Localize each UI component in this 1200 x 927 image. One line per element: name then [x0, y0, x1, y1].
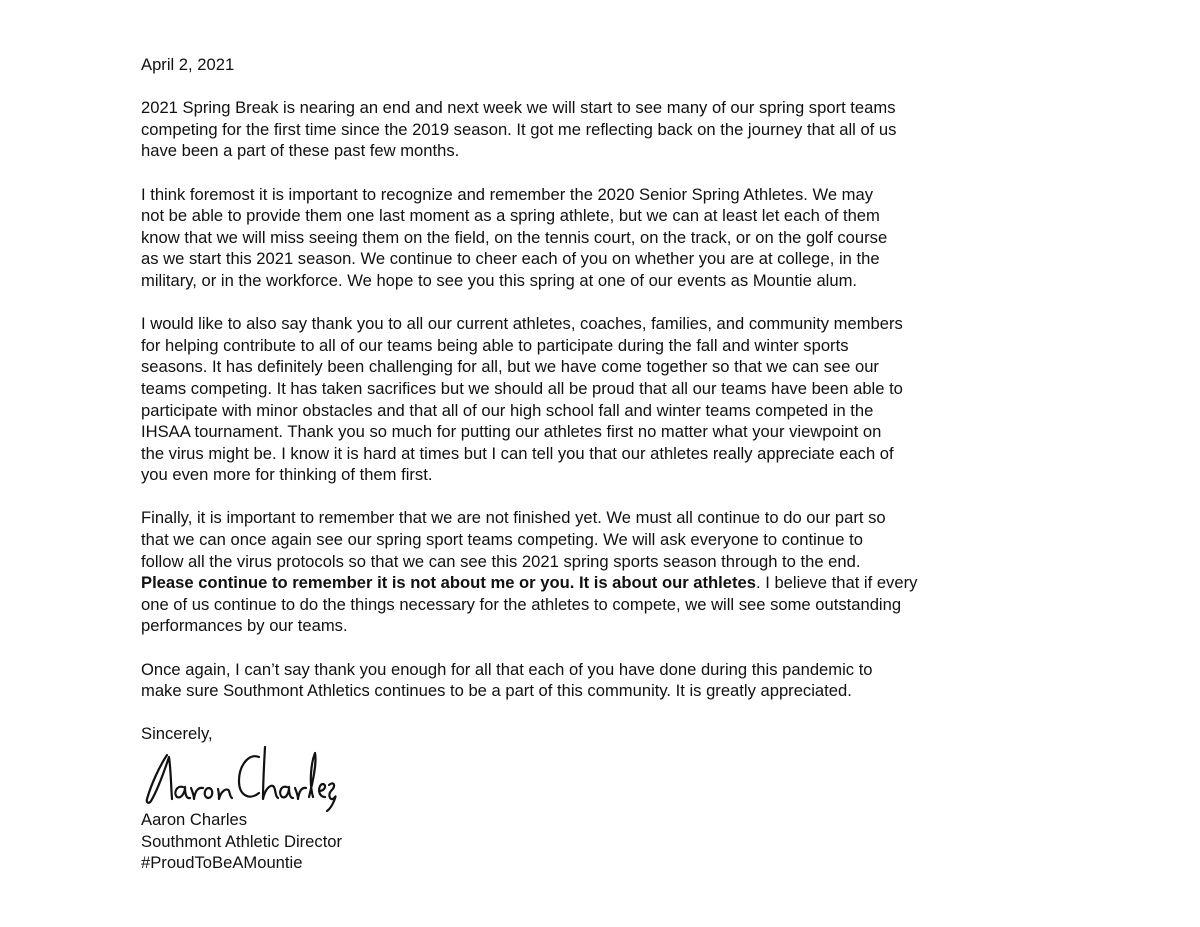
signature-image: [141, 741, 341, 813]
letter: [141, 54, 1041, 874]
paragraph-line: for helping contribute to all of our teams being able to participate during the fall and winter sports: [141, 335, 849, 355]
paragraph-line: performances by our teams.: [141, 616, 348, 636]
emphasis-text: Please continue to remember it is not about me or you. It is about our athletes: [141, 573, 756, 593]
paragraph-5: [141, 659, 1041, 702]
emphasis-tail-text: . I believe that if every: [756, 573, 918, 593]
paragraph-line: I would like to also say thank you to all our current athletes, coaches, families, and community members: [141, 314, 903, 334]
paragraph-line: as we start this 2021 season. We continue to cheer each of you on whether you are at college, in the: [141, 249, 880, 269]
paragraph-4: [141, 507, 1041, 637]
paragraph-line: know that we will miss seeing them on the field, on the tennis court, on the track, or on the golf course: [141, 227, 888, 247]
paragraph-line: the virus might be. I know it is hard at times but I can tell you that our athletes really appreciate each of: [141, 443, 894, 463]
signer-name: Aaron Charles: [141, 810, 248, 829]
paragraph-line: competing for the first time since the 2019 season. It got me reflecting back on the journey that all of us: [141, 119, 897, 139]
letter-date: April 2, 2021: [141, 55, 235, 74]
paragraph-line: teams competing. It has taken sacrifices but we should all be proud that all our teams have been able to: [141, 378, 903, 398]
paragraph-line: follow all the virus protocols so that we can see this 2021 spring sports season through to the end.: [141, 551, 861, 571]
paragraph-line: seasons. It has definitely been challenging for all, but we have come together so that we can see our: [141, 357, 879, 377]
paragraph-line: Finally, it is important to remember that we are not finished yet. We must all continue to do our part so: [141, 508, 886, 528]
paragraph-line: 2021 Spring Break is nearing an end and next week we will start to see many of our spring sport teams: [141, 98, 896, 118]
paragraph-line-emphasis: [141, 572, 1041, 594]
paragraph-line: make sure Southmont Athletics continues to be a part of this community. It is greatly appreciated.: [141, 681, 852, 701]
paragraph-line: that we can once again see our spring sport teams competing. We will ask everyone to continue to: [141, 530, 863, 550]
paragraph-line: one of us continue to do the things necessary for the athletes to compete, we will see some outstanding: [141, 594, 902, 614]
paragraph-line: I think foremost it is important to recognize and remember the 2020 Senior Spring Athletes. We may: [141, 184, 874, 204]
signer-title: Southmont Athletic Director: [141, 831, 343, 851]
paragraph-line: you even more for thinking of them first.: [141, 465, 433, 485]
paragraph-line: have been a part of these past few months.: [141, 141, 460, 161]
paragraph-line: Once again, I can’t say thank you enough for all that each of you have done during this pandemic to: [141, 659, 873, 679]
closing: Sincerely,: [141, 724, 213, 744]
paragraph-1: [141, 97, 1041, 162]
signature-block: [141, 809, 1041, 874]
hashtag: #ProudToBeAMountie: [141, 853, 303, 873]
paragraph-line: participate with minor obstacles and that all of our high school fall and winter teams competed in the: [141, 400, 874, 420]
paragraph-line: military, or in the workforce. We hope to see you this spring at one of our events as Mountie alum.: [141, 270, 858, 290]
paragraph-line: not be able to provide them one last moment as a spring athlete, but we can at least let each of them: [141, 206, 880, 226]
paragraph-3: [141, 313, 1041, 486]
paragraph-2: [141, 184, 1041, 292]
paragraph-line: IHSAA tournament. Thank you so much for putting our athletes first no matter what your viewpoint on: [141, 422, 882, 442]
